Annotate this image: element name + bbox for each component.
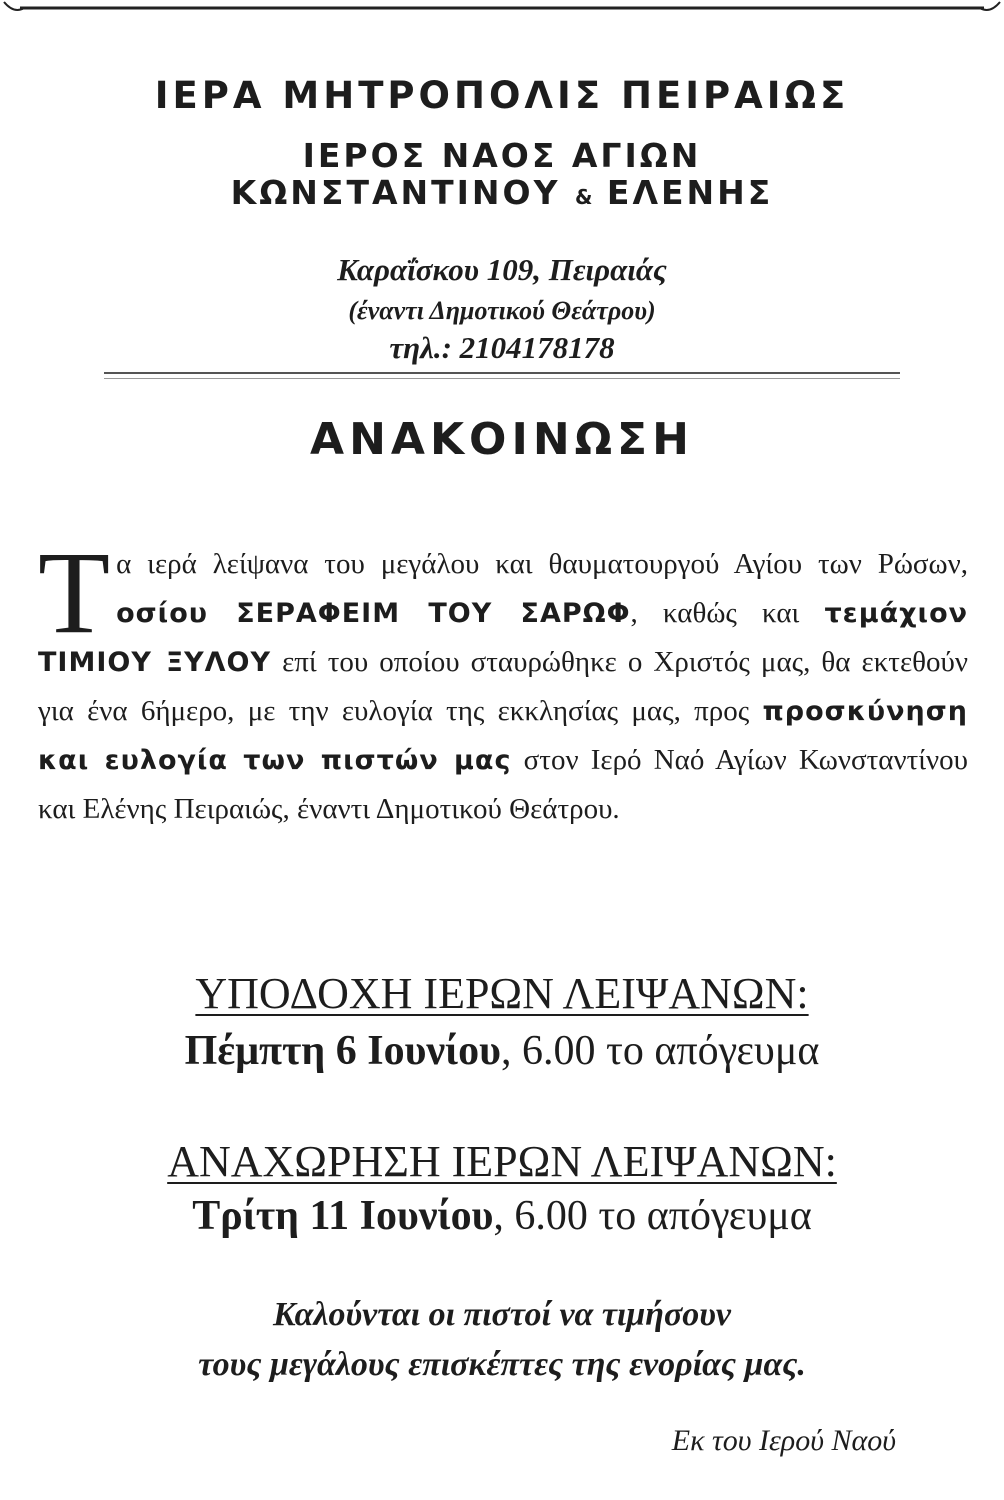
- church-name-part2: ΕΛΕΝΗΣ: [606, 173, 774, 212]
- drop-cap: Τ: [38, 527, 111, 658]
- announcement-title: ΑΝΑΚΟΙΝΩΣΗ: [310, 414, 694, 465]
- saint-name: οσίου ΣΕΡΑΦΕΙΜ ΤΟΥ ΣΑΡΩΦ: [116, 598, 631, 629]
- signature: Εκ του Ιερού Ναού: [671, 1424, 896, 1457]
- departure-time: , 6.00 το απόγευμα: [493, 1193, 812, 1239]
- ampersand: &: [574, 185, 593, 209]
- church-name-part1: ΚΩΝΣΤΑΝΤΙΝΟΥ: [230, 173, 561, 212]
- address-street: Καραΐσκου 109, Πειραιάς: [337, 252, 667, 287]
- top-border-ornament: [0, 0, 1004, 16]
- veneration-text: προσκύνηση και ευλογία των πιστών μας: [38, 696, 968, 776]
- arrival-date: Πέμπτη 6 Ιουνίου: [184, 1028, 501, 1074]
- body-text-3: επί του οποίου σταυρώθηκε ο Χριστός μας, θα εκτεθούν για ένα 6ήμερο, με την ευλογία της εκκλησίας μας, προς: [38, 646, 969, 727]
- header-divider: [104, 372, 900, 379]
- address-phone: τηλ.: 2104178178: [389, 330, 615, 365]
- arrival-heading: ΥΠΟΔΟΧΗ ΙΕΡΩΝ ΛΕΙΨΑΝΩΝ:: [195, 969, 809, 1018]
- body-text-2: , καθώς και: [630, 597, 825, 629]
- announcement-body: [38, 527, 969, 834]
- church-name-line1: ΙΕΡΟΣ ΝΑΟΣ ΑΓΙΩΝ: [302, 136, 702, 175]
- body-text-1: α ιερά λείψανα του μεγάλου και θαυματουργού Αγίου των Ρώσων,: [116, 548, 968, 580]
- closing-line1: Καλούνται οι πιστοί να τιμήσουν: [272, 1296, 732, 1333]
- holy-cross-relic: τεμάχιον ΤΙΜΙΟΥ ΞΥΛΟΥ: [38, 598, 969, 678]
- departure-heading: ΑΝΑΧΩΡΗΣΗ ΙΕΡΩΝ ΛΕΙΨΑΝΩΝ:: [167, 1137, 837, 1186]
- church-name-line2: [0, 173, 1004, 212]
- departure-datetime: [0, 1192, 1004, 1240]
- closing-line2: τους μεγάλους επισκέπτες της ενορίας μας.: [198, 1346, 806, 1383]
- metropolis-title: ΙΕΡΑ ΜΗΤΡΟΠΟΛΙΣ ΠΕΙΡΑΙΩΣ: [154, 74, 850, 117]
- arrival-datetime: [0, 1027, 1004, 1075]
- departure-date: Τρίτη 11 Ιουνίου: [192, 1193, 494, 1239]
- address-note: (έναντι Δημοτικού Θεάτρου): [348, 296, 656, 325]
- arrival-time: , 6.00 το απόγευμα: [500, 1028, 820, 1074]
- body-text-4: στον Ιερό Ναό Αγίων Κωνσταντίνου και Ελένης Πειραιώς, έναντι Δημοτικού Θεάτρου.: [38, 744, 968, 825]
